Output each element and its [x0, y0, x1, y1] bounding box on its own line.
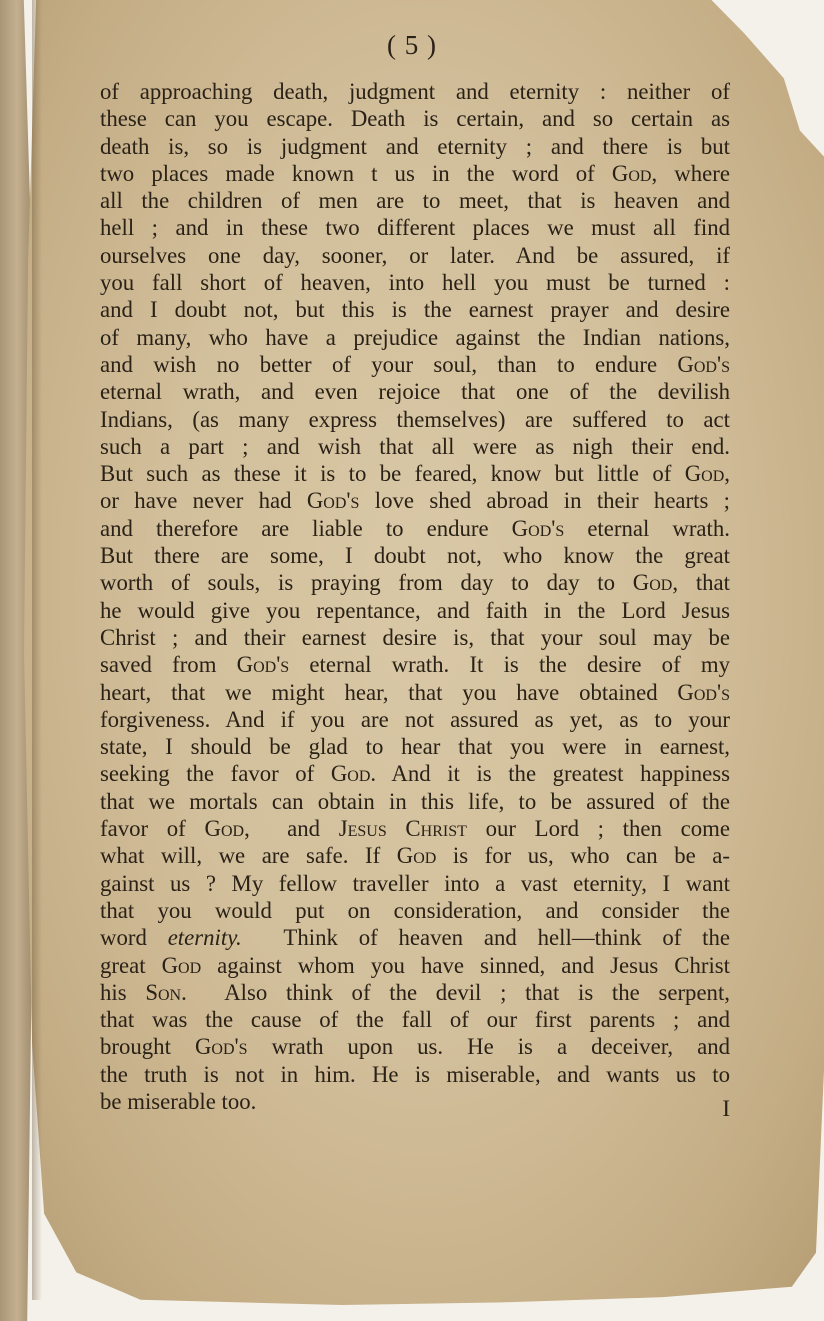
body-text: [100, 78, 730, 1115]
text-line: and therefore are liable to endure God's eternal wrath.: [100, 515, 730, 541]
text-line: such a part ; and wish that all were as nigh their end.: [100, 433, 730, 459]
text-line: ourselves one day, sooner, or later. And be assured, if: [100, 242, 730, 268]
text-line: what will, we are safe. If God is for us, who can be a-: [100, 843, 730, 869]
text-line: seeking the favor of God. And it is the greatest happiness: [100, 761, 730, 787]
text-line: that we mortals can obtain in this life, to be assured of the: [100, 788, 730, 814]
text-line: be miserable too.: [100, 1088, 257, 1114]
page-fold-shadow: [32, 0, 42, 1300]
text-line: forgiveness. And if you are not assured as yet, as to your: [100, 706, 730, 732]
text-line: favor of God, and Jesus Christ our Lord ; then come: [100, 816, 730, 842]
page-number: ( 5 ): [387, 30, 437, 60]
text-line: all the children of men are to meet, that is heaven and: [100, 188, 730, 214]
text-line: he would give you repentance, and faith in the Lord Jesus: [100, 597, 730, 623]
text-line: of many, who have a prejudice against the Indian nations,: [100, 324, 730, 350]
text-line: and I doubt not, but this is the earnest prayer and desire: [100, 297, 730, 323]
text-line: But there are some, I doubt not, who know the great: [100, 543, 730, 569]
text-line: eternal wrath, and even rejoice that one of the devilish: [100, 379, 730, 405]
text-line: his Son. Also think of the devil ; that is the serpent,: [100, 979, 730, 1005]
text-line: or have never had God's love shed abroad in their hearts ;: [100, 488, 731, 514]
text-line: brought God's wrath upon us. He is a deceiver, and: [100, 1034, 731, 1060]
text-line: But such as these it is to be feared, know but little of God,: [100, 461, 730, 487]
text-line: the truth is not in him. He is miserable, and wants us to: [100, 1061, 730, 1087]
text-line: great God against whom you have sinned, and Jesus Christ: [100, 952, 730, 978]
text-line: state, I should be glad to hear that you were in earnest,: [100, 734, 730, 760]
text-line: two places made known t us in the word of God, where: [100, 160, 731, 186]
text-line: that you would put on consideration, and consider the: [100, 897, 730, 923]
catchword: I: [722, 1096, 730, 1121]
text-line: saved from God's eternal wrath. It is the desire of my: [100, 652, 730, 678]
text-line: Indians, (as many express themselves) are suffered to act: [100, 406, 730, 432]
text-line: word eternity. Think of heaven and hell—think of the: [100, 925, 730, 951]
text-line: Christ ; and their earnest desire is, that your soul may be: [100, 624, 730, 650]
text-line: and wish no better of your soul, than to endure God's: [100, 351, 730, 377]
text-line: of approaching death, judgment and eternity : neither of: [100, 79, 730, 104]
text-line: heart, that we might hear, that you have obtained God's: [100, 679, 730, 705]
text-line: gainst us ? My fellow traveller into a vast eternity, I want: [100, 870, 730, 896]
text-line: death is, so is judgment and eternity ; and there is but: [100, 133, 730, 159]
text-line: that was the cause of the fall of our first parents ; and: [100, 1007, 730, 1033]
text-line: hell ; and in these two different places we must all find: [100, 215, 730, 241]
text-line: you fall short of heaven, into hell you must be turned :: [100, 270, 730, 296]
text-line: these can you escape. Death is certain, and so certain as: [100, 106, 730, 132]
text-line: worth of souls, is praying from day to day to God, that: [100, 570, 730, 596]
